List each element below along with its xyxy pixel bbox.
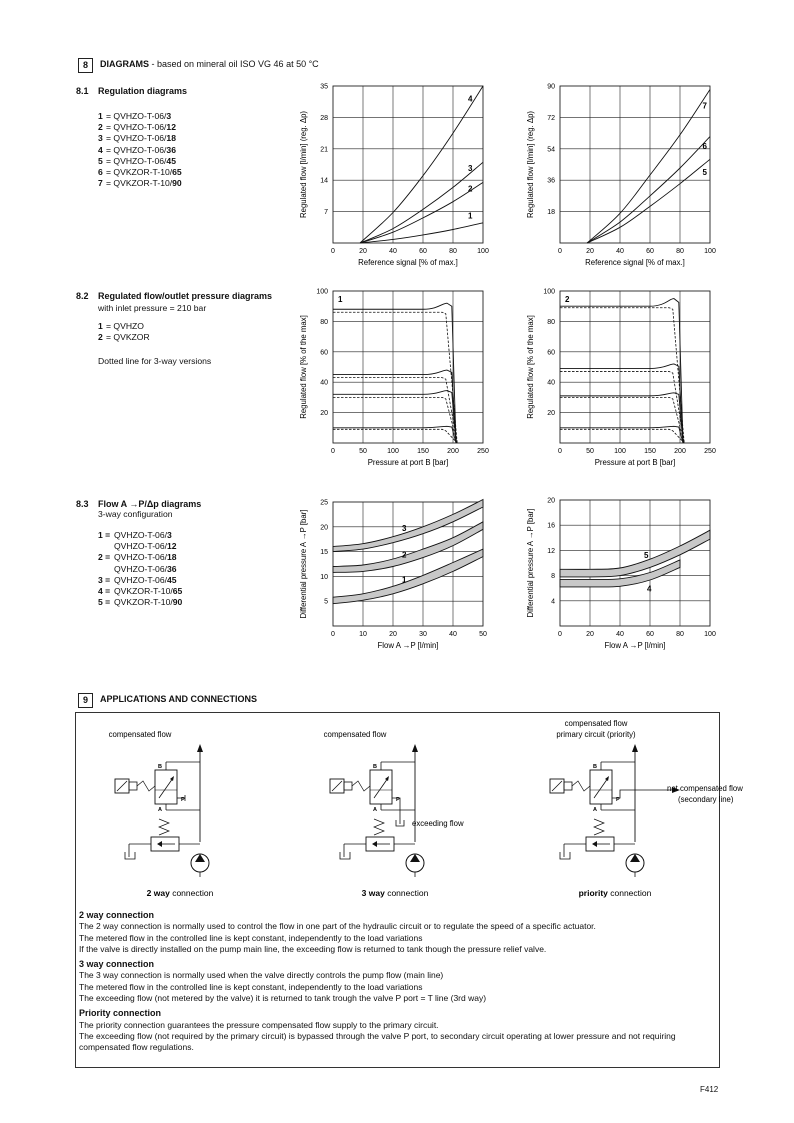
paragraph-heading: Priority connection <box>79 1008 162 1019</box>
x-tick-label: 100 <box>614 448 626 455</box>
y-tick-label: 40 <box>320 379 328 387</box>
legend-number: 1 <box>98 321 103 331</box>
y-tick-label: 20 <box>320 410 328 418</box>
legend-text: = QVKZOR-T-10/ <box>106 167 173 178</box>
series-label-6: 6 <box>702 141 707 151</box>
caption-bold: 2 way <box>146 888 170 898</box>
section-8-2-title: Regulated flow/outlet pressure diagrams <box>98 291 273 301</box>
legend-number: 3 = <box>98 574 111 585</box>
schematic-caption <box>147 888 214 898</box>
x-tick-label: 50 <box>359 448 367 455</box>
footer-code: F412 <box>700 1085 719 1094</box>
x-tick-label: 10 <box>359 631 367 638</box>
x-tick-label: 0 <box>331 248 335 255</box>
plot-frame <box>560 500 710 626</box>
x-tick-label: 100 <box>704 248 716 255</box>
chart-reg-left <box>299 84 489 268</box>
chart-dp-left <box>299 500 487 651</box>
x-tick-label: 150 <box>417 448 429 455</box>
paragraph-line: The metered flow in the controlled line is kept constant, independently to the load variations <box>79 932 423 943</box>
x-tick-label: 150 <box>644 448 656 455</box>
schematic-2 <box>324 730 464 898</box>
series-line-dotted <box>560 308 684 443</box>
legend-text: = QVKZOR <box>106 332 150 343</box>
x-tick-label: 200 <box>674 448 686 455</box>
paragraph-line: If the valve is directly installed on the pump main line, the exceeding flow is returned to tank though the pressure relief valve. <box>79 943 547 954</box>
caption-text: connection <box>607 888 652 898</box>
x-tick-label: 20 <box>359 248 367 255</box>
port-a-label: A <box>373 807 377 813</box>
x-tick-label: 20 <box>389 631 397 638</box>
x-tick-label: 0 <box>331 448 335 455</box>
valve-body <box>370 770 392 804</box>
legend-bold: 18 <box>166 133 176 144</box>
x-tick-label: 100 <box>704 631 716 638</box>
legend-bold: 3 <box>166 111 172 121</box>
chart-reg-right <box>526 84 716 268</box>
port-p-label: P <box>616 797 620 803</box>
y-tick-label: 35 <box>320 83 328 91</box>
legend-bold: 90 <box>172 178 182 189</box>
tank-symbol <box>560 852 570 859</box>
y-tick-label: 10 <box>320 573 328 581</box>
x-tick-label: 50 <box>479 631 487 638</box>
legend-text: = QVHZO <box>106 321 144 331</box>
y-tick-label: 36 <box>547 177 555 185</box>
series-band-3 <box>333 500 483 552</box>
legend-bold: 65 <box>172 167 182 178</box>
x-tick-label: 60 <box>646 248 654 255</box>
series-line-dotted <box>560 429 684 443</box>
y-axis-label: Differential pressure A →P [bar] <box>526 508 535 618</box>
legend-number: 1 <box>98 111 103 121</box>
relief-spring <box>374 819 384 835</box>
series-label-3: 3 <box>402 523 407 533</box>
x-tick-label: 30 <box>419 631 427 638</box>
legend-bold: 36 <box>167 563 177 574</box>
x-tick-label: 20 <box>586 248 594 255</box>
series-label-1: 1 <box>402 575 407 585</box>
x-tick-label: 80 <box>676 248 684 255</box>
section-8-title-rest: - based on mineral oil ISO VG 46 at 50 °C <box>149 59 319 69</box>
y-tick-label: 20 <box>547 497 555 505</box>
y-tick-label: 80 <box>547 318 555 326</box>
caption-bold: 3 way <box>361 888 385 898</box>
port-a-label: A <box>158 807 162 813</box>
legend-bold: 12 <box>166 122 176 133</box>
y-axis-label: Regulated flow [% of the max] <box>526 315 535 419</box>
y-tick-label: 12 <box>547 547 555 555</box>
valve-arrow <box>159 778 173 798</box>
y-axis-label: Regulated flow [l/min] (reg. Δp) <box>299 110 308 219</box>
section-9-number: 9 <box>78 693 93 708</box>
series-line-3 <box>360 162 483 243</box>
legend-bold: 45 <box>166 155 176 166</box>
port-a-label: A <box>593 807 597 813</box>
y-axis-label: Regulated flow [% of the max] <box>299 315 308 419</box>
legend-text: QVHZO-T-06/ <box>114 563 168 574</box>
y-tick-label: 20 <box>320 524 328 532</box>
applications-text <box>79 910 719 1054</box>
legend-text: = QVHZO-T-06/ <box>106 111 167 121</box>
x-tick-label: 0 <box>558 631 562 638</box>
y-tick-label: 28 <box>320 114 328 122</box>
x-tick-label: 250 <box>704 448 716 455</box>
section-8-2-note: Dotted line for 3-way versions <box>98 356 212 366</box>
legend-text: = QVKZOR-T-10/ <box>106 178 173 189</box>
x-axis-label: Reference signal [% of max.] <box>585 258 685 267</box>
section-8-title-bold: DIAGRAMS <box>100 59 149 69</box>
y-tick-label: 18 <box>547 209 555 217</box>
y-tick-label: 60 <box>320 349 328 357</box>
series-label-4: 4 <box>468 94 473 104</box>
port-b-label: B <box>373 764 377 770</box>
legend-text: QVKZOR-T-10/ <box>114 586 173 597</box>
plot-frame <box>560 86 710 243</box>
valve-body <box>590 770 612 804</box>
legend-number: 2 <box>98 332 103 343</box>
caption-text: connection <box>384 888 429 898</box>
x-tick-label: 0 <box>558 248 562 255</box>
y-axis-label: Regulated flow [l/min] (reg. Δp) <box>526 110 535 219</box>
chart-dp-right <box>526 498 716 651</box>
y-tick-label: 8 <box>551 573 555 581</box>
series-line-solid <box>560 393 683 443</box>
legend-text: QVKZOR-T-10/ <box>114 597 173 608</box>
paragraph-line: The 3 way connection is normally used when the valve directly controls the pump flow (main line) <box>79 970 444 981</box>
legend-text: = QVHZO-T-06/ <box>106 155 167 166</box>
legend-text: = QVHZO-T-06/ <box>106 133 167 144</box>
paragraph-heading: 3 way connection <box>79 959 155 970</box>
valve-arrow <box>594 778 608 798</box>
schematic-3 <box>550 719 743 898</box>
y-tick-label: 80 <box>320 318 328 326</box>
arrow-head <box>412 744 418 752</box>
legend-text: = QVHZO-T-06/ <box>106 122 167 133</box>
x-tick-label: 40 <box>616 631 624 638</box>
legend-bold: 3 <box>167 530 172 540</box>
series-label-2: 2 <box>402 550 407 560</box>
label-top-2: primary circuit (priority) <box>556 730 636 739</box>
section-8-2-subtitle: with inlet pressure = 210 bar <box>98 303 207 313</box>
chart-label: 1 <box>338 295 343 304</box>
paragraph-line: The metered flow in the controlled line is kept constant, independently to the load variations <box>79 981 423 992</box>
x-tick-label: 250 <box>477 448 489 455</box>
plot-frame <box>333 291 483 443</box>
x-axis-label: Pressure at port B [bar] <box>594 458 676 467</box>
series-band-5 <box>560 530 710 577</box>
series-line-dotted <box>333 378 457 443</box>
series-line-solid <box>333 391 456 443</box>
tank-symbol <box>340 852 350 859</box>
legend-number: 1 = <box>98 530 111 540</box>
tank-symbol <box>125 852 135 859</box>
y-tick-label: 100 <box>543 288 555 296</box>
port-b-label: B <box>593 764 597 770</box>
caption-text: connection <box>169 888 214 898</box>
x-tick-label: 0 <box>331 631 335 638</box>
series-line-solid <box>333 426 456 443</box>
series-line-solid <box>560 364 683 443</box>
label-exceeding-flow: exceeding flow <box>412 819 464 828</box>
y-tick-label: 72 <box>547 114 555 122</box>
label-not-compensated: not compensated flow <box>667 784 743 793</box>
label-secondary-line: (secondary line) <box>678 795 734 804</box>
section-8-3-title: Flow A →P/Δp diagrams <box>98 499 202 509</box>
y-tick-label: 7 <box>324 209 328 217</box>
y-tick-label: 90 <box>547 83 555 91</box>
legend-number: 6 <box>98 167 103 178</box>
series-label-3: 3 <box>468 164 473 174</box>
y-tick-label: 16 <box>547 522 555 530</box>
legend-bold: 18 <box>167 552 177 563</box>
arrow-head <box>632 744 638 752</box>
series-line-2 <box>360 182 483 243</box>
series-line-4 <box>360 86 483 243</box>
legend-text: QVHZO-T-06/ <box>114 530 168 540</box>
legend-text: QVHZO-T-06/ <box>114 541 168 552</box>
relief-spring <box>159 819 169 835</box>
x-tick-label: 40 <box>616 248 624 255</box>
y-tick-label: 21 <box>320 146 328 154</box>
spring <box>352 781 370 791</box>
legend-number: 4 = <box>98 586 111 597</box>
y-tick-label: 100 <box>316 288 328 296</box>
legend-bold: 65 <box>172 586 183 597</box>
x-tick-label: 60 <box>646 631 654 638</box>
valve-arrow-head <box>605 776 609 781</box>
legend-bold: 90 <box>172 597 183 608</box>
x-tick-label: 50 <box>586 448 594 455</box>
port-b-label: B <box>158 764 162 770</box>
section-9-title: APPLICATIONS AND CONNECTIONS <box>100 694 258 704</box>
schematic-caption <box>579 888 652 898</box>
series-line-dotted <box>333 429 457 443</box>
section-8-2-number: 8.2 <box>76 291 89 301</box>
section-8-1-number: 8.1 <box>76 86 89 96</box>
series-line-dotted <box>333 397 457 443</box>
x-tick-label: 100 <box>477 248 489 255</box>
series-line-dotted <box>560 397 684 443</box>
x-tick-label: 100 <box>387 448 399 455</box>
x-tick-label: 40 <box>449 631 457 638</box>
solenoid-slash <box>552 781 562 791</box>
series-line-solid <box>560 299 683 443</box>
paragraph-heading: 2 way connection <box>79 910 155 920</box>
x-tick-label: 60 <box>419 248 427 255</box>
arrow-head <box>197 744 203 752</box>
label-top: compensated flow <box>564 719 628 728</box>
legend-text: = QVHZO-T-06/ <box>106 144 167 155</box>
series-line-solid <box>560 426 683 443</box>
label-top: compensated flow <box>108 730 172 739</box>
series-label-2: 2 <box>468 184 473 194</box>
y-tick-label: 60 <box>547 349 555 357</box>
legend-number: 5 <box>98 155 103 166</box>
x-tick-label: 80 <box>676 631 684 638</box>
solenoid-coil <box>564 782 572 790</box>
chart-label: 2 <box>565 295 570 304</box>
legend-number: 7 <box>98 178 103 189</box>
solenoid-slash <box>332 781 342 791</box>
x-tick-label: 40 <box>389 248 397 255</box>
series-label-5: 5 <box>702 167 707 177</box>
series-label-1: 1 <box>468 211 473 221</box>
legend-bold: 45 <box>167 574 177 585</box>
section-8-3-subtitle: 3-way configuration <box>98 509 173 519</box>
section-8-3-number: 8.3 <box>76 499 89 509</box>
paragraph-line: The exceeding flow (not metered by the valve) it is returned to tank trough the valve P port = T line (3rd way) <box>79 993 487 1004</box>
x-axis-label: Flow A →P [l/min] <box>377 641 439 650</box>
series-line-7 <box>587 90 710 244</box>
spring <box>137 781 155 791</box>
x-tick-label: 200 <box>447 448 459 455</box>
y-tick-label: 4 <box>551 598 555 606</box>
legend-number: 2 = <box>98 552 111 563</box>
x-tick-label: 80 <box>449 248 457 255</box>
y-axis-label: Differential pressure A →P [bar] <box>299 509 308 619</box>
y-tick-label: 14 <box>320 177 328 185</box>
relief-arrow-head <box>372 841 377 847</box>
schematic-1 <box>109 730 214 898</box>
relief-spring <box>594 819 604 835</box>
legend-bold: 36 <box>166 144 176 155</box>
series-line-5 <box>587 159 710 243</box>
relief-arrow-head <box>157 841 162 847</box>
valve-arrow <box>374 778 388 798</box>
legend-text: QVHZO-T-06/ <box>114 552 168 563</box>
legend-bold: 12 <box>167 541 177 552</box>
spring <box>572 781 590 791</box>
series-line-solid <box>333 370 456 443</box>
legend-number: 4 <box>98 144 103 155</box>
solenoid-coil <box>344 782 352 790</box>
y-tick-label: 20 <box>547 410 555 418</box>
series-line-1 <box>360 223 483 243</box>
solenoid-slash <box>117 781 127 791</box>
legend-number: 5 = <box>98 597 111 608</box>
section-8-number: 8 <box>78 58 93 73</box>
y-tick-label: 40 <box>547 379 555 387</box>
series-label-4: 4 <box>647 584 652 594</box>
caption-bold: priority <box>578 888 608 898</box>
valve-arrow-head <box>385 776 389 781</box>
series-label-7: 7 <box>702 101 707 111</box>
series-label-5: 5 <box>644 550 649 560</box>
x-axis-label: Reference signal [% of max.] <box>358 258 458 267</box>
plot-frame <box>560 291 710 443</box>
paragraph-line: The priority connection guarantees the pressure compensated flow supply to the primary circuit. <box>79 1019 439 1030</box>
label-top: compensated flow <box>323 730 387 739</box>
x-axis-label: Pressure at port B [bar] <box>367 458 449 467</box>
x-tick-label: 20 <box>586 631 594 638</box>
port-p-label: P <box>181 797 185 803</box>
schematic-caption <box>362 888 429 898</box>
relief-arrow-head <box>592 841 597 847</box>
valve-body <box>155 770 177 804</box>
valve-arrow-head <box>170 776 174 781</box>
x-axis-label: Flow A →P [l/min] <box>604 641 666 650</box>
y-tick-label: 5 <box>324 598 328 606</box>
hydraulic-schematics <box>0 712 794 912</box>
paragraph-line: The 2 way connection is normally used to control the flow in one part of the hydraulic circuit or to regulate the speed of a specific actuator. <box>79 921 596 932</box>
legend-number: 3 <box>98 133 103 144</box>
x-tick-label: 0 <box>558 448 562 455</box>
y-tick-label: 25 <box>320 499 328 507</box>
y-tick-label: 15 <box>320 549 328 557</box>
port-p-label: P <box>396 797 400 803</box>
chart-pq-right <box>526 289 716 468</box>
section-8-1-title: Regulation diagrams <box>98 86 188 96</box>
legend-number: 2 <box>98 122 103 133</box>
legend-text: QVHZO-T-06/ <box>114 574 168 585</box>
chart-pq-left <box>299 289 489 468</box>
solenoid-coil <box>129 782 137 790</box>
paragraph-line: The exceeding flow (not required by the primary circuit) is bypassed through the valve P port, to secondary circuit operating at lower pressure and not requiring compensated flow regulations. <box>79 1030 676 1053</box>
y-tick-label: 54 <box>547 146 555 154</box>
